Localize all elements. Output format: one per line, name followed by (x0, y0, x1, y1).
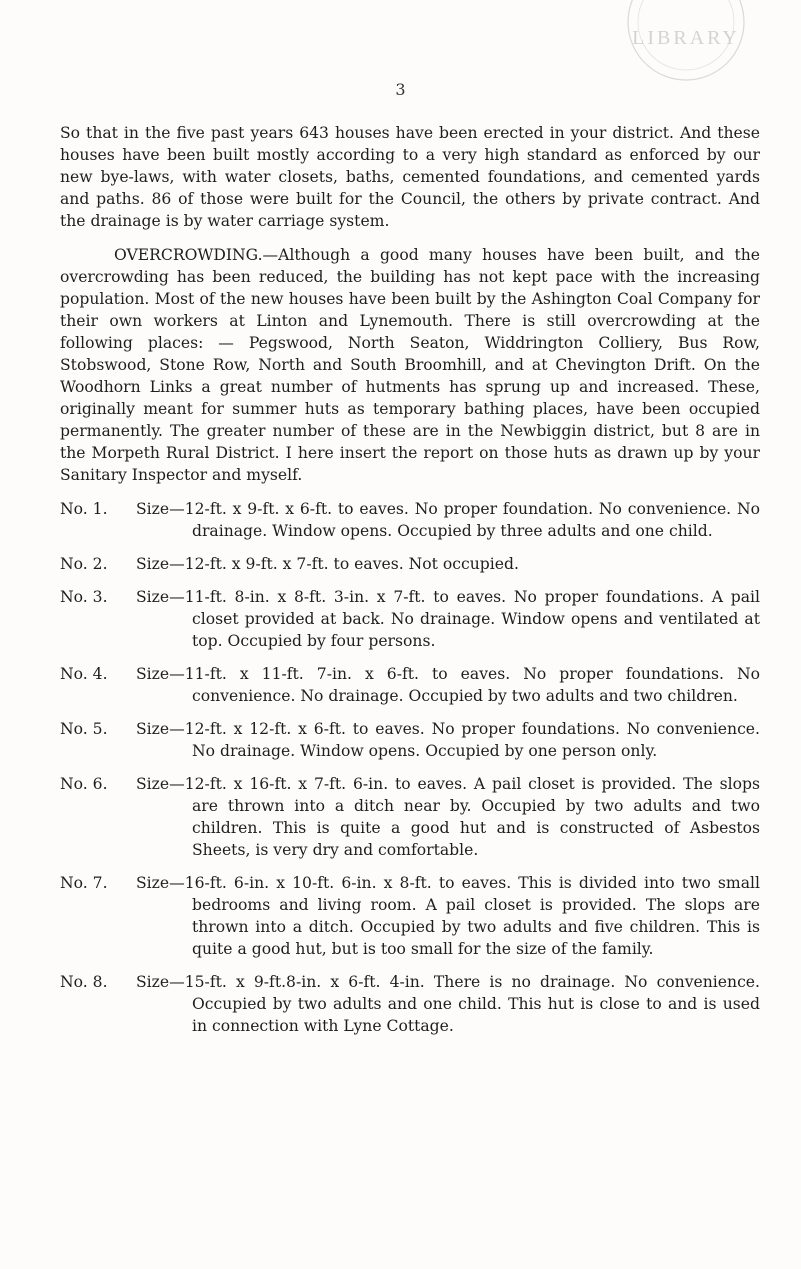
hut-description: Size—11-ft. x 11-ft. 7-in. x 6-ft. to eaves. No proper foundations. No convenience. No drainage. Occupied by two adults and two children. (136, 665, 760, 705)
hut-report-list (60, 498, 760, 1037)
hut-number: No. 7. (60, 874, 108, 892)
hut-number: No. 5. (60, 720, 108, 738)
hut-number: No. 4. (60, 665, 108, 683)
hut-entry (60, 498, 760, 542)
library-stamp (608, 0, 758, 86)
hut-number: No. 2. (60, 555, 108, 573)
hut-description: Size—12-ft. x 16-ft. x 7-ft. 6-in. to eaves. A pail closet is provided. The slops are thrown into a ditch near by. Occupied by two adults and two children. This is quite a good hut and is constructed of Asbestos Sheets, is very dry and comfortable. (136, 775, 760, 859)
hut-description: Size—12-ft. x 9-ft. x 7-ft. to eaves. Not occupied. (136, 555, 519, 573)
hut-description: Size—15-ft. x 9-ft.8-in. x 6-ft. 4-in. There is no drainage. No convenience. Occupied by two adults and one child. This hut is close to and is used in connection with Lyne Cottage. (136, 973, 760, 1035)
hut-entry (60, 872, 760, 960)
hut-description: Size—16-ft. 6-in. x 10-ft. 6-in. x 8-ft. to eaves. This is divided into two small bedrooms and living room. A pail closet is provided. The slops are thrown into a ditch. Occupied by two adults and five children. This is quite a good hut, but is too small for the size of the family. (136, 874, 760, 958)
hut-number: No. 1. (60, 500, 108, 518)
hut-entry (60, 971, 760, 1037)
hut-description: Size—12-ft. x 12-ft. x 6-ft. to eaves. No proper foundations. No convenience. No drainage. Window opens. Occupied by one person only. (136, 720, 760, 760)
stamp-text: LIBRARY (632, 27, 740, 49)
hut-number: No. 8. (60, 973, 108, 991)
hut-number: No. 3. (60, 588, 108, 606)
page-number: 3 (395, 80, 406, 99)
hut-entry (60, 553, 760, 575)
hut-description: Size—12-ft. x 9-ft. x 6-ft. to eaves. No proper foundation. No convenience. No drainage. Window opens. Occupied by three adults and one child. (136, 500, 760, 540)
hut-entry (60, 586, 760, 652)
document-body (60, 122, 760, 1048)
hut-entry (60, 663, 760, 707)
overcrowding-paragraph: OVERCROWDING.—Although a good many houses have been built, and the overcrowding has been reduced, the building has not kept pace with the increasing population. Most of the new houses have been built by the Ashington Coal Company for their own workers at Linton and Lynemouth. There is still overcrowding at the following places: — Pegswood, North Seaton, Widdrington Colliery, Bus Row, Stobswood, Stone Row, North and South Broomhill, and at Chevington Drift. On the Woodhorn Links a great number of hutments has sprung up and increased. These, originally meant for summer huts as temporary bathing places, have been occupied permanently. The greater number of these are in the Newbiggin district, but 8 are in the Morpeth Rural District. I here insert the report on those huts as drawn up by your Sanitary Inspector and myself. (60, 246, 760, 484)
hut-entry (60, 773, 760, 861)
hut-description: Size—11-ft. 8-in. x 8-ft. 3-in. x 7-ft. to eaves. No proper foundations. A pail closet provided at back. No drainage. Window opens and ventilated at top. Occupied by four persons. (136, 588, 760, 650)
hut-number: No. 6. (60, 775, 108, 793)
hut-entry (60, 718, 760, 762)
intro-paragraph: So that in the five past years 643 houses have been erected in your district. And these houses have been built mostly according to a very high standard as enforced by our new bye-laws, with water closets, baths, cemented foundations, and cemented yards and paths. 86 of those were built for the Council, the others by private contract. And the drainage is by water carriage system. (60, 124, 760, 230)
